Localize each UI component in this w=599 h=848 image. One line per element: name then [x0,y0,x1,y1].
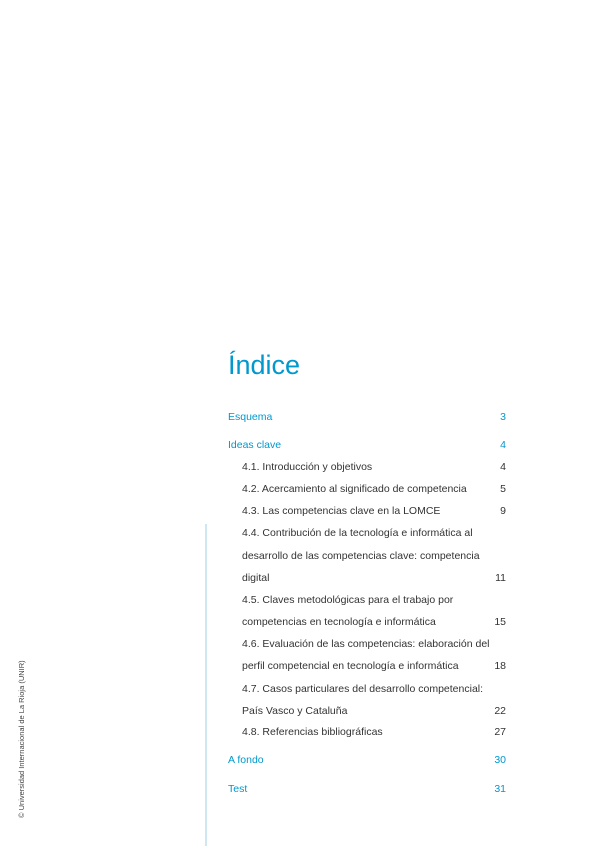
toc-entry-label-line2: competencias en tecnología e informática [242,616,436,628]
toc-entry-page: 15 [494,616,506,628]
toc-entry-page: 27 [494,726,506,738]
side-rule [205,524,207,846]
toc-entry-label: Ideas clave [228,439,282,451]
toc-entry-label-line1: 4.7. Casos particulares del desarrollo competencial: [242,683,484,695]
toc-entry-label: Test [228,783,248,795]
toc-entry-label: 4.8. Referencias bibliográficas [242,726,383,738]
toc-entry-page: 18 [494,660,506,672]
toc-entry-page: 3 [500,411,506,423]
toc-entry-label-line3: digital [242,572,270,584]
toc-entry-label-line2: perfil competencial en tecnología e informática [242,660,459,672]
page-title: Índice [228,350,301,380]
toc-entry-label: 4.2. Acercamiento al significado de competencia [242,483,467,495]
toc-entry-label: Esquema [228,411,273,423]
toc-entry-label: A fondo [228,754,264,766]
toc-entry-label-line1: 4.6. Evaluación de las competencias: elaboración del [242,638,490,650]
toc-entry-page: 5 [500,483,506,495]
toc-entry-label: 4.1. Introducción y objetivos [242,461,373,473]
toc-entry-label: 4.3. Las competencias clave en la LOMCE [242,505,441,517]
toc-entry-page: 4 [500,439,506,451]
toc-entry-page: 11 [495,572,506,584]
toc-entry-page: 22 [494,705,506,717]
toc-entry-label-line2: desarrollo de las competencias clave: competencia [242,550,480,562]
toc-entry-page: 30 [494,754,506,766]
toc-entry-label-line1: 4.4. Contribución de la tecnología e informática al [242,527,473,539]
toc-entry-page: 31 [494,783,506,795]
toc-entry-label-line2: País Vasco y Cataluña [242,705,348,717]
toc-entry-page: 4 [500,461,506,473]
toc-entry-page: 9 [500,505,506,517]
copyright-notice: © Universidad Internacional de La Rioja (UNIR) [17,660,26,818]
toc-entry-label-line1: 4.5. Claves metodológicas para el trabajo por [242,594,454,606]
